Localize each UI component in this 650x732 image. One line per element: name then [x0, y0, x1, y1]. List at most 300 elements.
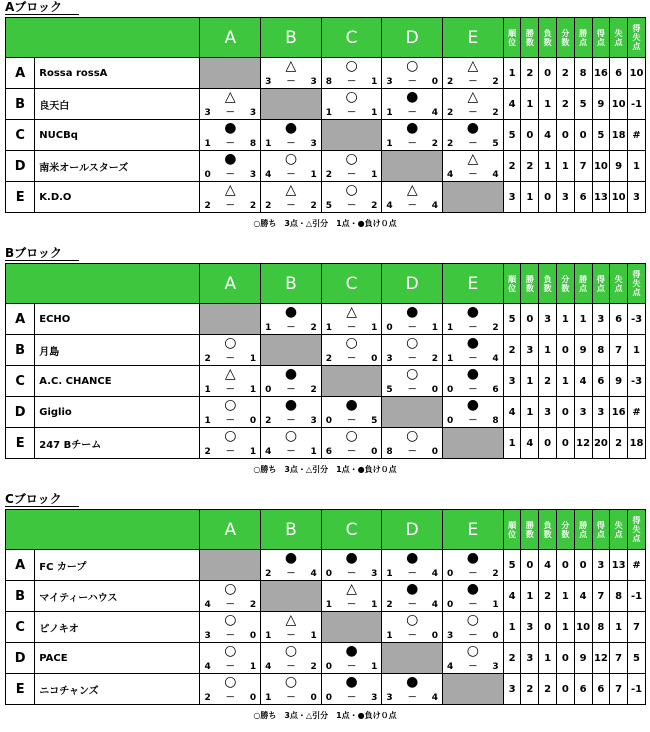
self-match-cell [382, 151, 443, 182]
score-dash: － [286, 416, 296, 426]
score-dash: － [225, 693, 235, 703]
score-opponent: 4 [431, 569, 439, 579]
stat-value: 5 [592, 120, 610, 151]
stat-value: -1 [628, 581, 646, 612]
block-title: Aブロック [5, 0, 79, 15]
stat-value: 4 [503, 581, 521, 612]
match-result-cell [382, 612, 443, 643]
match-score [443, 416, 503, 426]
stat-header-char: 点 [632, 288, 641, 297]
stat-value: 10 [628, 58, 646, 89]
stat-value: 0 [574, 120, 592, 151]
result-mark-icon: ● [406, 581, 419, 597]
match-result-cell [321, 581, 382, 612]
score-opponent: 3 [310, 416, 317, 426]
score-opponent: 4 [431, 693, 439, 703]
score-dash: － [286, 170, 296, 180]
stat-value: 3 [574, 397, 592, 428]
team-letter: B [6, 89, 35, 120]
team-letter: D [6, 397, 35, 428]
match-score [322, 170, 382, 180]
score-opponent: 4 [492, 354, 499, 364]
result-mark-icon: ○ [345, 89, 358, 105]
score-dash: － [286, 201, 296, 211]
score-own: 2 [204, 201, 211, 211]
stat-value: 2 [503, 643, 521, 674]
score-opponent: 4 [310, 569, 317, 579]
score-dash: － [407, 323, 417, 333]
score-own: 3 [204, 108, 211, 118]
opponent-header: A [200, 264, 261, 304]
match-result-cell [382, 89, 443, 120]
match-score [200, 600, 260, 610]
score-opponent: 0 [431, 447, 439, 457]
score-opponent: 3 [492, 662, 499, 672]
result-mark-icon: ○ [284, 428, 298, 444]
stat-value: 3 [539, 304, 557, 335]
match-score [382, 77, 442, 87]
result-mark-icon: △ [467, 151, 479, 167]
result-mark-icon: ○ [224, 397, 237, 413]
header-corner [6, 510, 200, 550]
team-name: ニコチャンズ [35, 674, 200, 705]
result-mark-icon: ● [284, 550, 298, 566]
stat-value: 0 [556, 335, 574, 366]
stat-value: 2 [539, 674, 557, 705]
stat-value: 1 [521, 89, 539, 120]
stat-header-char: 得 [596, 274, 605, 284]
match-result-cell [382, 304, 443, 335]
score-opponent: 2 [492, 323, 499, 333]
team-name: Giglio [35, 397, 200, 428]
score-opponent: 4 [492, 170, 499, 180]
score-own: 0 [325, 416, 333, 426]
result-mark-icon: ○ [345, 428, 358, 444]
match-score [261, 170, 321, 180]
team-row [6, 550, 646, 581]
opponent-header: D [382, 510, 443, 550]
match-result-cell [321, 397, 382, 428]
opponent-header: B [261, 264, 322, 304]
score-opponent: 1 [310, 447, 317, 457]
result-mark-icon: △ [224, 182, 236, 198]
score-opponent: 0 [249, 416, 257, 426]
team-name: Rossa rossA [35, 58, 200, 89]
stat-header-char: 点 [632, 534, 641, 543]
stat-header [628, 264, 646, 304]
self-match-cell [443, 182, 504, 213]
score-opponent: 1 [310, 170, 317, 180]
match-score [200, 170, 260, 180]
result-mark-icon: ● [466, 366, 479, 382]
match-result-cell [321, 643, 382, 674]
stat-value: 1 [628, 151, 646, 182]
stat-header [592, 510, 610, 550]
stat-value: 6 [574, 182, 592, 213]
stat-value: 4 [574, 366, 592, 397]
stat-value: 3 [556, 182, 574, 213]
stat-value: 3 [503, 366, 521, 397]
stat-value: 7 [610, 335, 628, 366]
match-score [261, 139, 321, 149]
score-dash: － [347, 108, 357, 118]
stat-header-char: 点 [614, 283, 623, 293]
score-opponent: 1 [492, 600, 499, 610]
match-result-cell [261, 304, 322, 335]
match-result-cell [261, 366, 322, 397]
result-mark-icon: ● [466, 397, 479, 413]
score-dash: － [286, 447, 296, 457]
match-score [322, 693, 382, 703]
stat-value: 10 [592, 151, 610, 182]
stat-header [556, 18, 574, 58]
stat-header-char: 数 [543, 283, 552, 293]
result-mark-icon: △ [224, 366, 236, 382]
result-mark-icon: △ [346, 581, 357, 597]
score-own: 4 [265, 447, 272, 457]
score-own: 2 [204, 693, 211, 703]
score-opponent: 1 [371, 170, 378, 180]
stat-header-char: 数 [525, 529, 534, 539]
score-dash: － [347, 323, 357, 333]
self-match-cell [200, 58, 261, 89]
team-name: A.C. CHANCE [35, 366, 200, 397]
stat-value: 16 [592, 58, 610, 89]
stat-value: 3 [539, 397, 557, 428]
stat-value: 1 [556, 612, 574, 643]
stat-header-char: 失 [632, 33, 641, 42]
result-mark-icon: ○ [284, 151, 298, 167]
stat-header [610, 264, 628, 304]
score-opponent: 0 [249, 631, 257, 641]
result-mark-icon: ● [224, 120, 237, 136]
team-name: 良天白 [35, 89, 200, 120]
match-score [322, 600, 382, 610]
score-own: 0 [325, 569, 333, 579]
stat-header-char: 勝 [579, 520, 588, 530]
team-row [6, 335, 646, 366]
score-opponent: 2 [310, 385, 317, 395]
stat-value: 13 [610, 550, 628, 581]
team-letter: A [6, 58, 35, 89]
score-own: 0 [447, 569, 454, 579]
match-score [443, 139, 503, 149]
match-score [322, 447, 382, 457]
opponent-header: C [321, 18, 382, 58]
stat-value: # [628, 397, 646, 428]
stat-header-char: 数 [543, 529, 552, 539]
score-dash: － [347, 201, 357, 211]
match-result-cell [261, 612, 322, 643]
match-result-cell [382, 335, 443, 366]
score-opponent: 4 [431, 201, 439, 211]
stat-header-char: 点 [596, 283, 605, 293]
stat-header-char: 分 [561, 274, 570, 284]
match-result-cell [200, 182, 261, 213]
stat-header-char: 負 [543, 28, 552, 38]
stat-header-char: 得 [632, 516, 641, 525]
score-dash: － [407, 77, 417, 87]
stat-value: 4 [503, 89, 521, 120]
stat-value: 0 [521, 304, 539, 335]
match-result-cell [200, 581, 261, 612]
match-score [382, 323, 442, 333]
score-dash: － [286, 323, 296, 333]
match-result-cell [382, 674, 443, 705]
opponent-header: D [382, 18, 443, 58]
match-result-cell [321, 550, 382, 581]
match-score [322, 416, 382, 426]
score-opponent: 1 [249, 447, 257, 457]
stat-value: 7 [574, 151, 592, 182]
score-opponent: 1 [371, 108, 378, 118]
match-result-cell [200, 89, 261, 120]
team-name: PACE [35, 643, 200, 674]
result-mark-icon: ○ [466, 643, 479, 659]
match-score [382, 693, 442, 703]
stat-header-char: 位 [508, 37, 517, 47]
score-own: 1 [325, 600, 333, 610]
score-own: 0 [447, 416, 454, 426]
stat-value: 1 [521, 366, 539, 397]
score-own: 2 [265, 569, 272, 579]
stat-value: 0 [539, 182, 557, 213]
score-own: 4 [265, 662, 272, 672]
stat-value: 8 [592, 335, 610, 366]
stat-value: 2 [556, 58, 574, 89]
stat-header [628, 510, 646, 550]
match-result-cell [382, 120, 443, 151]
team-name: マイティーハウス [35, 581, 200, 612]
header-corner [6, 18, 200, 58]
score-dash: － [407, 201, 417, 211]
score-own: 1 [386, 139, 393, 149]
team-name: 月島 [35, 335, 200, 366]
match-result-cell [200, 612, 261, 643]
score-opponent: 2 [431, 354, 439, 364]
score-own: 3 [386, 354, 393, 364]
score-opponent: 2 [310, 662, 317, 672]
block-b [0, 246, 650, 486]
stat-value: 9 [574, 335, 592, 366]
stat-header-char: 点 [632, 42, 641, 51]
legend-note: ○勝ち 3点・△引分 1点・●負け０点 [253, 219, 397, 228]
stat-value: 0 [521, 550, 539, 581]
result-mark-icon: ○ [406, 612, 419, 628]
result-mark-icon: ● [466, 304, 479, 320]
score-dash: － [286, 569, 296, 579]
team-row [6, 366, 646, 397]
match-score [382, 600, 442, 610]
result-mark-icon: ○ [224, 643, 237, 659]
opponent-header: B [261, 18, 322, 58]
score-opponent: 2 [310, 201, 317, 211]
match-result-cell [261, 397, 322, 428]
score-opponent: 2 [310, 323, 317, 333]
team-row [6, 89, 646, 120]
team-name: 南米オールスターズ [35, 151, 200, 182]
opponent-header: E [443, 510, 504, 550]
stat-header [574, 18, 592, 58]
match-result-cell [200, 120, 261, 151]
match-result-cell [443, 304, 504, 335]
score-dash: － [225, 600, 235, 610]
stat-value: -3 [628, 304, 646, 335]
stat-value: 5 [574, 89, 592, 120]
score-dash: － [225, 201, 235, 211]
match-result-cell [382, 550, 443, 581]
team-letter: E [6, 674, 35, 705]
stat-header-char: 勝 [579, 28, 588, 38]
score-own: 1 [447, 323, 454, 333]
match-score [443, 108, 503, 118]
result-mark-icon: ● [406, 304, 419, 320]
match-result-cell [261, 120, 322, 151]
result-mark-icon: ○ [224, 674, 237, 690]
stat-header [610, 18, 628, 58]
score-opponent: 2 [371, 201, 378, 211]
stat-value: 3 [503, 182, 521, 213]
stat-value: 1 [574, 304, 592, 335]
result-mark-icon: ○ [224, 428, 237, 444]
stat-value: 3 [521, 335, 539, 366]
score-own: 1 [204, 416, 211, 426]
score-dash: － [468, 631, 478, 641]
stat-header-char: 失 [614, 520, 623, 530]
score-own: 2 [447, 77, 454, 87]
result-mark-icon: ● [406, 550, 419, 566]
stat-header [556, 264, 574, 304]
score-own: 3 [204, 631, 211, 641]
score-own: 1 [386, 108, 393, 118]
self-match-cell [200, 304, 261, 335]
score-own: 4 [447, 662, 454, 672]
match-result-cell [443, 550, 504, 581]
stat-header-char: 負 [543, 520, 552, 530]
score-opponent: 2 [492, 108, 499, 118]
team-row [6, 182, 646, 213]
match-score [382, 385, 442, 395]
stat-header-char: 位 [508, 283, 517, 293]
score-opponent: 1 [371, 600, 378, 610]
score-dash: － [468, 600, 478, 610]
team-letter: E [6, 182, 35, 213]
stat-value: 1 [503, 428, 521, 459]
match-result-cell [200, 151, 261, 182]
match-result-cell [321, 304, 382, 335]
stat-value: 5 [503, 304, 521, 335]
result-mark-icon: ○ [345, 58, 358, 74]
match-score [200, 108, 260, 118]
result-mark-icon: ● [406, 120, 419, 136]
match-result-cell [261, 643, 322, 674]
score-dash: － [347, 170, 357, 180]
match-score [322, 201, 382, 211]
team-name: K.D.O [35, 182, 200, 213]
match-result-cell [200, 643, 261, 674]
stat-value: 4 [521, 428, 539, 459]
team-name: ピノキオ [35, 612, 200, 643]
match-result-cell [200, 335, 261, 366]
stat-value: 1 [503, 58, 521, 89]
team-row [6, 428, 646, 459]
score-opponent: 5 [492, 139, 499, 149]
match-score [322, 108, 382, 118]
score-opponent: 0 [431, 385, 439, 395]
stat-header [574, 510, 592, 550]
score-own: 3 [386, 693, 393, 703]
stat-value: 0 [556, 674, 574, 705]
match-score [322, 323, 382, 333]
stat-value: 5 [503, 120, 521, 151]
score-own: 2 [204, 447, 211, 457]
team-letter: D [6, 151, 35, 182]
score-opponent: 3 [310, 77, 317, 87]
block-c [0, 492, 650, 732]
stat-value: 0 [574, 550, 592, 581]
match-score [200, 416, 260, 426]
result-mark-icon: ● [345, 550, 358, 566]
result-mark-icon: △ [406, 182, 418, 198]
stat-header [592, 264, 610, 304]
match-result-cell [443, 58, 504, 89]
match-score [443, 600, 503, 610]
block-a [0, 0, 650, 240]
match-score [261, 447, 321, 457]
score-opponent: 2 [492, 569, 499, 579]
match-score [200, 693, 260, 703]
match-score [443, 170, 503, 180]
stat-value: 1 [539, 643, 557, 674]
team-name: ECHO [35, 304, 200, 335]
score-dash: － [468, 77, 478, 87]
stat-value: 7 [592, 581, 610, 612]
stat-header-char: 数 [561, 529, 570, 539]
match-score [261, 693, 321, 703]
score-opponent: 0 [371, 354, 378, 364]
team-row [6, 612, 646, 643]
team-letter: C [6, 612, 35, 643]
match-result-cell [443, 335, 504, 366]
stat-value: 5 [503, 550, 521, 581]
opponent-header: A [200, 18, 261, 58]
match-result-cell [200, 366, 261, 397]
stat-header-char: 点 [579, 37, 588, 47]
standings-table [5, 509, 646, 705]
team-row [6, 643, 646, 674]
score-own: 0 [386, 323, 393, 333]
stat-value: 0 [556, 428, 574, 459]
result-mark-icon: ● [284, 304, 298, 320]
stat-header-char: 失 [614, 28, 623, 38]
match-score [261, 77, 321, 87]
stat-header-char: 数 [525, 37, 534, 47]
stat-value: 4 [503, 397, 521, 428]
match-score [443, 385, 503, 395]
stat-value: 8 [574, 58, 592, 89]
result-mark-icon: ● [284, 366, 298, 382]
match-score [443, 77, 503, 87]
score-own: 2 [447, 108, 454, 118]
stat-header-char: 点 [614, 37, 623, 47]
stat-header [503, 18, 521, 58]
result-mark-icon: ● [345, 643, 358, 659]
stat-value: 3 [503, 674, 521, 705]
score-dash: － [286, 77, 296, 87]
team-letter: D [6, 643, 35, 674]
stat-header [503, 510, 521, 550]
stat-header-char: 順 [508, 274, 517, 284]
